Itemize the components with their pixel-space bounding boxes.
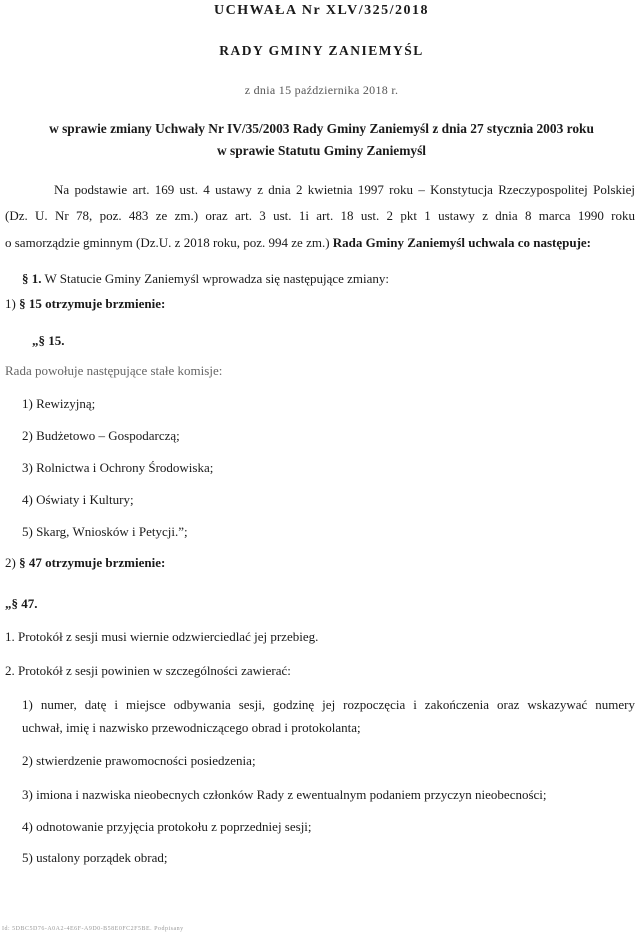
par47-sub-5: 5) ustalony porządek obrad;	[22, 850, 168, 865]
preamble-enactment: Rada Gminy Zaniemyśl uchwala co następuje:	[332, 235, 592, 250]
preamble-line-1: Na podstawie art. 169 ust. 4 ustawy z dnia 2 kwietnia 1997 roku – Konstytucja Rzeczypospolitej Polskiej	[54, 182, 635, 197]
list-item: 2) Budżetowo – Gospodarczą;	[22, 428, 180, 443]
subject-line-2: w sprawie Statutu Gminy Zaniemyśl	[216, 143, 427, 158]
par47-sub-4: 4) odnotowanie przyjęcia protokołu z poprzedniej sesji;	[22, 819, 312, 834]
preamble-legal-basis: o samorządzie gminnym (Dz.U. z 2018 roku, poz. 994 ze zm.)	[5, 235, 333, 250]
par47-sub-3: 3) imiona i nazwiska nieobecnych członków Rady z ewentualnym podaniem przyczyn nieobecności;	[22, 787, 547, 802]
par15-lead: Rada powołuje następujące stałe komisje:	[5, 363, 223, 378]
preamble-line-3	[5, 235, 591, 251]
section-1-label: § 1.	[22, 271, 42, 286]
list-item: 5) Skarg, Wniosków i Petycji.”;	[22, 524, 188, 539]
resolution-date: z dnia 15 października 2018 r.	[244, 83, 399, 97]
section-1-intro	[22, 271, 389, 287]
change-1: 1) § 15 otrzymuje brzmienie:	[5, 296, 166, 311]
par47-point-1: 1. Protokół z sesji musi wiernie odzwierciedlać jej przebieg.	[5, 629, 319, 644]
par47-sub-1: 1) numer, datę i miejsce odbywania sesji, godzinę jej rozpoczęcia i zakończenia oraz wskazywać numery	[22, 697, 635, 712]
section-1-text: W Statucie Gminy Zaniemyśl wprowadza się następujące zmiany:	[41, 271, 390, 286]
subject-line-1: w sprawie zmiany Uchwały Nr IV/35/2003 Rady Gminy Zaniemyśl z dnia 27 stycznia 2003 roku	[49, 121, 594, 136]
par47-heading: „§ 47.	[5, 596, 38, 611]
council-name: RADY GMINY ZANIEMYŚL	[219, 43, 424, 58]
resolution-title: UCHWAŁA Nr XLV/325/2018	[214, 3, 429, 18]
par47-point-2: 2. Protokół z sesji powinien w szczególności zawierać:	[5, 663, 291, 678]
par47-sub-2: 2) stwierdzenie prawomocności posiedzenia;	[22, 753, 256, 768]
par47-sub-1-cont: uchwał, imię i nazwisko przewodniczącego obrad i protokolanta;	[22, 720, 361, 735]
change-2: 2) § 47 otrzymuje brzmienie:	[5, 555, 166, 570]
par15-heading: „§ 15.	[32, 333, 65, 348]
list-item: 4) Oświaty i Kultury;	[22, 492, 134, 507]
preamble-line-2: (Dz. U. Nr 78, poz. 483 ze zm.) oraz art. 3 ust. 1i art. 18 ust. 2 pkt 1 ustawy z dnia 8 marca 1990 roku	[5, 208, 635, 223]
list-item: 3) Rolnictwa i Ochrony Środowiska;	[22, 460, 214, 475]
list-item: 1) Rewizyjną;	[22, 396, 96, 411]
document-id-footer: Id: 5DBC5D76-A0A2-4E6F-A9D0-B58E0FC2F5BE. Podpisany	[2, 926, 184, 932]
